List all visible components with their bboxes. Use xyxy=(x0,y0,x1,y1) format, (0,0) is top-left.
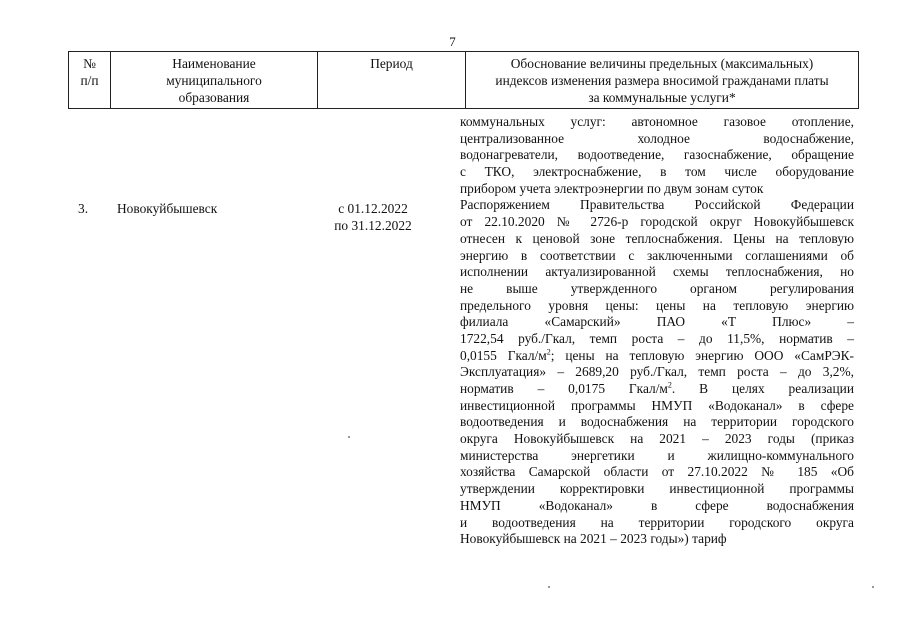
justification-line: не выше утвержденного органом регулирования xyxy=(460,280,854,296)
justification-line: исполнении актуализированной схемы теплоснабжения, но xyxy=(460,264,854,280)
justification-line: Новокуйбышевск на 2021 – 2023 годы») тариф xyxy=(460,531,727,547)
scan-speck xyxy=(548,586,550,588)
scan-speck xyxy=(872,586,874,588)
justification-column xyxy=(460,114,854,548)
justification-line: 0,0155 Гкал/$м^2$; цены на тепловую энергию ООО «СамРЭК- xyxy=(460,347,854,363)
header-justification: Обоснование величины предельных (максимальных) индексов изменения размера вносимой гражданами платы за коммунальные услуги* xyxy=(495,56,829,105)
continuation-line: с ТКО, электроснабжение, в том числе оборудование xyxy=(460,164,854,180)
justification-line: водоотведения и водоснабжения на территории городского xyxy=(460,414,854,430)
justification-line: 1722,54 руб./Гкал, темп роста – до 11,5%, норматив – xyxy=(460,330,854,346)
justification-line: инвестиционной программы НМУП «Водоканал» в сфере xyxy=(460,397,854,413)
justification-line: отнесен к ценовой зоне теплоснабжения. Цены на тепловую xyxy=(460,230,854,246)
header-period: Период xyxy=(370,56,413,71)
header-period-cell xyxy=(318,52,466,109)
justification-line: предельного уровня цены: цены на тепловую энергию xyxy=(460,297,854,313)
justification-line: филиала «Самарский» ПАО «Т Плюс» – xyxy=(460,314,854,330)
scan-speck xyxy=(348,436,350,438)
header-number: № п/п xyxy=(80,56,99,88)
period-from: с 01.12.2022 xyxy=(338,201,408,216)
continuation-line: прибором учета электроэнергии по двум зонам суток xyxy=(460,180,764,196)
page-number: 7 xyxy=(449,34,456,49)
justification-line: округа Новокуйбышевск на 2021 – 2023 годы (приказ xyxy=(460,431,854,447)
justification-line: энергию в соответствии с заключенными соглашениями об xyxy=(460,247,854,263)
header-name-cell xyxy=(111,52,318,109)
justification-line: министерства энергетики и жилищно-коммунального xyxy=(460,447,854,463)
continuation-line: централизованное холодное водоснабжение, xyxy=(460,130,854,146)
row-period xyxy=(325,201,421,234)
period-to: по 31.12.2022 xyxy=(334,217,412,233)
header-justification-cell xyxy=(466,52,859,109)
row-number: 3. xyxy=(78,201,89,216)
header-number-cell xyxy=(69,52,111,109)
justification-line: от 22.10.2020 № 2726-р городской округ Новокуйбышевск xyxy=(460,214,854,230)
justification-line: НМУП «Водоканал» в сфере водоснабжения xyxy=(460,497,854,513)
justification-line: Распоряжением Правительства Российской Федерации xyxy=(460,197,854,213)
justification-line: норматив – 0,0175 Гкал/$м^2$. В целях реализации xyxy=(460,381,854,396)
header-municipality: Наименование муниципального образования xyxy=(166,56,262,105)
justification-line: хозяйства Самарской области от 27.10.2022 № 185 «Об xyxy=(460,464,854,480)
justification-line: Эксплуатация» – 2689,20 руб./Гкал, темп роста – до 3,2%, xyxy=(460,364,854,380)
justification-line: утверждении корректировки инвестиционной программы xyxy=(460,481,854,497)
continuation-line: водонагреватели, водоотведение, газоснабжение, обращение xyxy=(460,147,854,163)
continuation-line: коммунальных услуг: автономное газовое отопление, xyxy=(460,114,854,129)
table-header xyxy=(68,51,859,109)
justification-line: и водоотведения на территории городского округа xyxy=(460,514,854,530)
row-municipality: Новокуйбышевск xyxy=(117,201,218,216)
